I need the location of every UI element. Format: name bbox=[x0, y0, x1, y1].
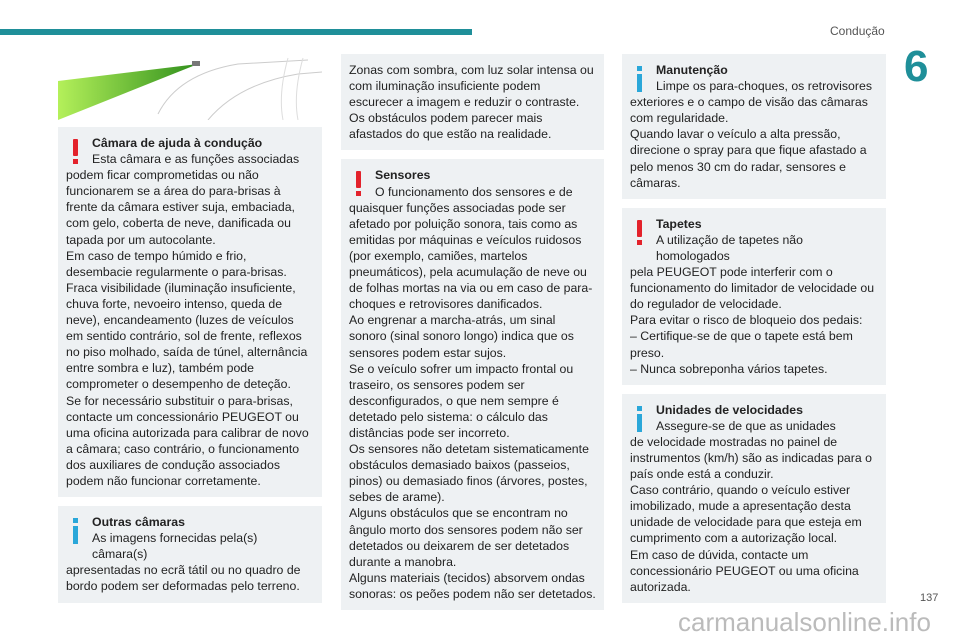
box-title: Manutenção bbox=[656, 63, 728, 77]
box-title: Tapetes bbox=[656, 216, 702, 231]
camera-warning-box bbox=[58, 127, 322, 497]
column-middle bbox=[341, 54, 604, 619]
box-text: O funcionamento dos sensores e de bbox=[375, 184, 573, 199]
box-title: Câmara de ajuda à condução bbox=[92, 136, 263, 150]
maintenance-info-box bbox=[622, 54, 886, 199]
column-right bbox=[622, 54, 886, 612]
watermark: carmanualsonline.info bbox=[678, 607, 931, 637]
box-text: exteriores e o campo de visão das câmaras com regularidade. Quando lavar o veículo a alta pressão, direcione o spray para que fique afastado a pelo menos 30 cm do radar, sensores e câmaras. bbox=[630, 95, 868, 190]
box-text: Assegure-se de que as unidades bbox=[656, 418, 836, 433]
page-number: 137 bbox=[920, 592, 939, 604]
info-icon bbox=[70, 518, 80, 544]
warning-icon bbox=[634, 220, 644, 246]
box-title: Sensores bbox=[375, 168, 431, 183]
sensors-warning-box bbox=[341, 159, 604, 610]
section-title: Condução bbox=[830, 24, 885, 38]
warning-icon bbox=[70, 139, 80, 165]
box-text: de velocidade mostradas no painel de instrumentos (km/h) são as indicadas para o país onde está a conduzir. Caso contrário, quando o veículo estiver imobilizado, mude a apresentação desta unidade de velocidade para que esteja em cumprimento com a autorização local. Em caso de dúvida, contacte um concessionário PEUGEOT ou uma oficina autorizada. bbox=[630, 434, 872, 594]
zones-box bbox=[341, 54, 604, 150]
info-icon bbox=[634, 66, 644, 92]
box-text: podem ficar comprometidas ou não funcionarem se a área do para-brisas à frente da câmara estiver suja, embaciada, com gelo, coberta de neve, danificada ou tapada por um autocolante. Em caso de tempo húmido e frio, desembacie regularmente o para-brisas. Fraca visibilidade (iluminação insuficiente, chuva forte, nevoeiro intenso, queda de neve), encandeamento (luzes de veículos em sentido contrário, sol de frente, reflexos no piso molhado, saída de túnel, alternância entre sombra e luz), também pode comprometer o desempenho de deteção. Se for necessário substituir o para-brisas, contacte um concessionário PEUGEOT ou uma oficina autorizada para calibrar de novo a câmara; caso contrário, o funcionamento dos auxiliares de condução associados podem não funcionar corretamente. bbox=[66, 168, 309, 488]
box-text: As imagens fornecidas pela(s) câmara(s) bbox=[92, 531, 258, 562]
warning-icon bbox=[353, 171, 363, 197]
mats-warning-box bbox=[622, 208, 886, 385]
box-text: apresentadas no ecrã tátil ou no quadro de bordo podem ser deformadas pelo terreno. bbox=[66, 563, 301, 594]
box-text: A utilização de tapetes não homologados bbox=[656, 232, 803, 263]
windshield-camera-illustration bbox=[58, 54, 322, 120]
box-text: Esta câmara e as funções associadas bbox=[92, 152, 300, 167]
speed-units-info-box bbox=[622, 394, 886, 603]
box-title: Outras câmaras bbox=[92, 515, 185, 530]
info-icon bbox=[634, 406, 644, 432]
header-bar bbox=[0, 29, 472, 35]
other-cameras-info-box bbox=[58, 506, 322, 602]
box-text: Limpe os para-choques, os retrovisores bbox=[656, 79, 872, 94]
box-text: pela PEUGEOT pode interferir com o funcionamento do limitador de velocidade ou do regulador de velocidade. Para evitar o risco de bloqueio dos pedais: – Certifique-se de que o tapete está bem preso. – Nunca sobreponha vários tapetes. bbox=[630, 265, 875, 376]
box-text: Zonas com sombra, com luz solar intensa ou com iluminação insuficiente podem escurecer a imagem e reduzir o contraste. Os obstáculos podem parecer mais afastados do que estão na realidade. bbox=[349, 63, 594, 142]
box-title: Unidades de velocidades bbox=[656, 402, 803, 417]
chapter-number: 6 bbox=[904, 42, 929, 91]
column-left bbox=[58, 54, 322, 612]
box-text: quaisquer funções associadas pode ser afetado por poluição sonora, tais como as emitidas por máquinas e veículos ruidosos (por exemplo, camiões, martelos pneumáticos), pela acumulação de neve ou de folhas mortas na via ou em caso de para-choques e retrovisores danificados. Ao engrenar a marcha-atrás, um sinal sonoro (sinal sonoro longo) indica que os sensores podem estar sujos. Se o veículo sofrer um impacto frontal ou traseiro, os sensores podem ser desconfigurados, o que nem sempre é detetado pelo sistema: o cálculo das distâncias pode ser incorreto. Os sensores não detetam sistematicamente obstáculos demasiado baixos (passeios, pinos) ou demasiado finos (árvores, postes, sebes de arame). Alguns obstáculos que se encontram no ângulo morto dos sensores podem não ser detetados ou deixarem de ser detetados durante a manobra. Alguns materiais (tecidos) absorvem ondas sonoras: os peões podem não ser detetados. bbox=[349, 200, 596, 601]
